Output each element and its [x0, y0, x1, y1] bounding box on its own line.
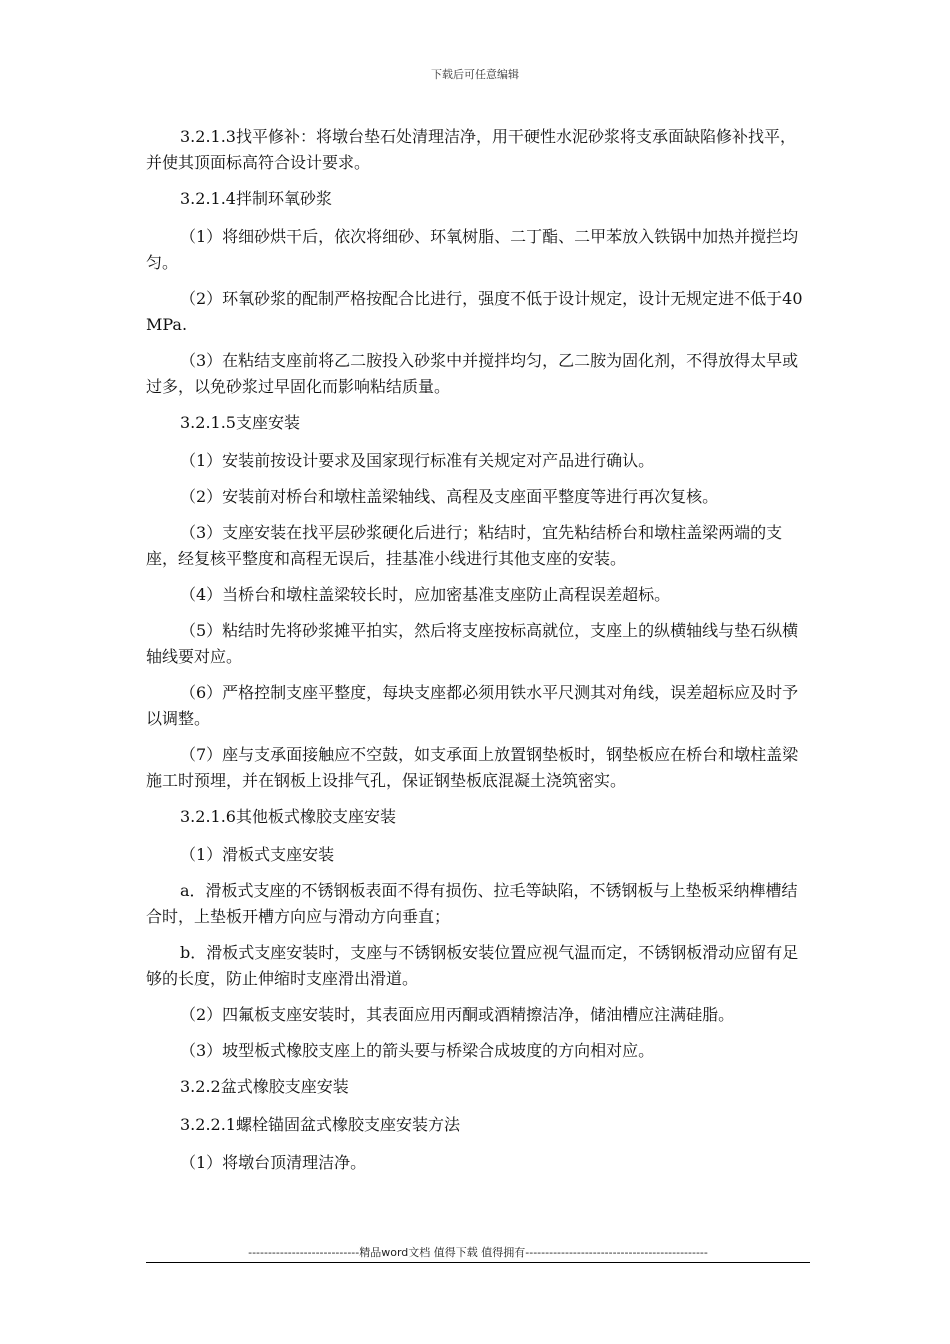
paragraph-slope-3: （3）坡型板式橡胶支座上的箭头要与桥梁合成坡度的方向相对应。 — [180, 1041, 655, 1060]
paragraph-item-1: （1）将细砂烘干后，依次将细砂、环氧树脂、二丁酯、二甲苯放入铁锅中加热并搅拦均匀。 — [146, 227, 799, 272]
paragraph-pot-1: （1）将墩台顶清理洁净。 — [180, 1153, 367, 1172]
document-body — [146, 124, 810, 1186]
heading-3-2-2: 3.2.2盆式橡胶支座安装 — [180, 1077, 349, 1096]
paragraph-install-6: （6）严格控制支座平整度，每块支座都必须用铁水平尺测其对角线，误差超标应及时予以调整。 — [146, 683, 799, 728]
paragraph-ptfe-2: （2）四氟板支座安装时，其表面应用丙酮或酒精擦洁净，储油槽应注满硅脂。 — [180, 1005, 735, 1024]
paragraph-install-7: （7）座与支承面接触应不空鼓，如支承面上放置钢垫板时，钢垫板应在桥台和墩柱盖梁施工时预埋，并在钢板上设排气孔，保证钢垫板底混凝土浇筑密实。 — [146, 745, 799, 790]
heading-3-2-1-5: 3.2.1.5支座安装 — [180, 413, 300, 432]
paragraph-slide-a: a．滑板式支座的不锈钢板表面不得有损伤、拉毛等缺陷，不锈钢板与上垫板采纳榫槽结合时，上垫板开槽方向应与滑动方向垂直； — [146, 881, 798, 926]
footer-divider — [146, 1262, 810, 1263]
paragraph-3-2-1-3: 3.2.1.3找平修补：将墩台垫石处清理洁净，用干硬性水泥砂浆将支承面缺陷修补找平，并使其顶面标高符合设计要求。 — [146, 127, 796, 172]
paragraph-install-2: （2）安装前对桥台和墩柱盖梁轴线、高程及支座面平整度等进行再次复核。 — [180, 487, 719, 506]
page-header: 下载后可任意编辑 — [431, 68, 519, 81]
paragraph-install-5: （5）粘结时先将砂浆摊平拍实，然后将支座按标高就位，支座上的纵横轴线与垫石纵横轴线要对应。 — [146, 621, 799, 666]
heading-3-2-1-6: 3.2.1.6其他板式橡胶支座安装 — [180, 807, 396, 826]
heading-3-2-1-4: 3.2.1.4拌制环氧砂浆 — [180, 189, 332, 208]
paragraph-install-3: （3）支座安装在找平层砂浆硬化后进行；粘结时，宜先粘结桥台和墩柱盖梁两端的支座，经复核平整度和高程无误后，挂基准小线进行其他支座的安装。 — [146, 523, 783, 568]
heading-3-2-2-1: 3.2.2.1螺栓锚固盆式橡胶支座安装方法 — [180, 1115, 460, 1134]
page-footer: ----------------------------精品word文档 值得下载 值得拥有---------------------------------------------- — [248, 1246, 708, 1259]
paragraph-slide-1: （1）滑板式支座安装 — [180, 845, 335, 864]
paragraph-install-4: （4）当桥台和墩柱盖梁较长时，应加密基准支座防止高程误差超标。 — [180, 585, 671, 604]
paragraph-install-1: （1）安装前按设计要求及国家现行标准有关规定对产品进行确认。 — [180, 451, 655, 470]
paragraph-slide-b: b．滑板式支座安装时，支座与不锈钢板安装位置应视气温而定，不锈钢板滑动应留有足够的长度，防止伸缩时支座滑出滑道。 — [146, 943, 799, 988]
paragraph-item-3: （3）在粘结支座前将乙二胺投入砂浆中并搅拌均匀，乙二胺为固化剂，不得放得太早或过多，以免砂浆过早固化而影响粘结质量。 — [146, 351, 799, 396]
paragraph-item-2: （2）环氧砂浆的配制严格按配合比进行，强度不低于设计规定，设计无规定进不低于40MPa. — [146, 289, 803, 334]
